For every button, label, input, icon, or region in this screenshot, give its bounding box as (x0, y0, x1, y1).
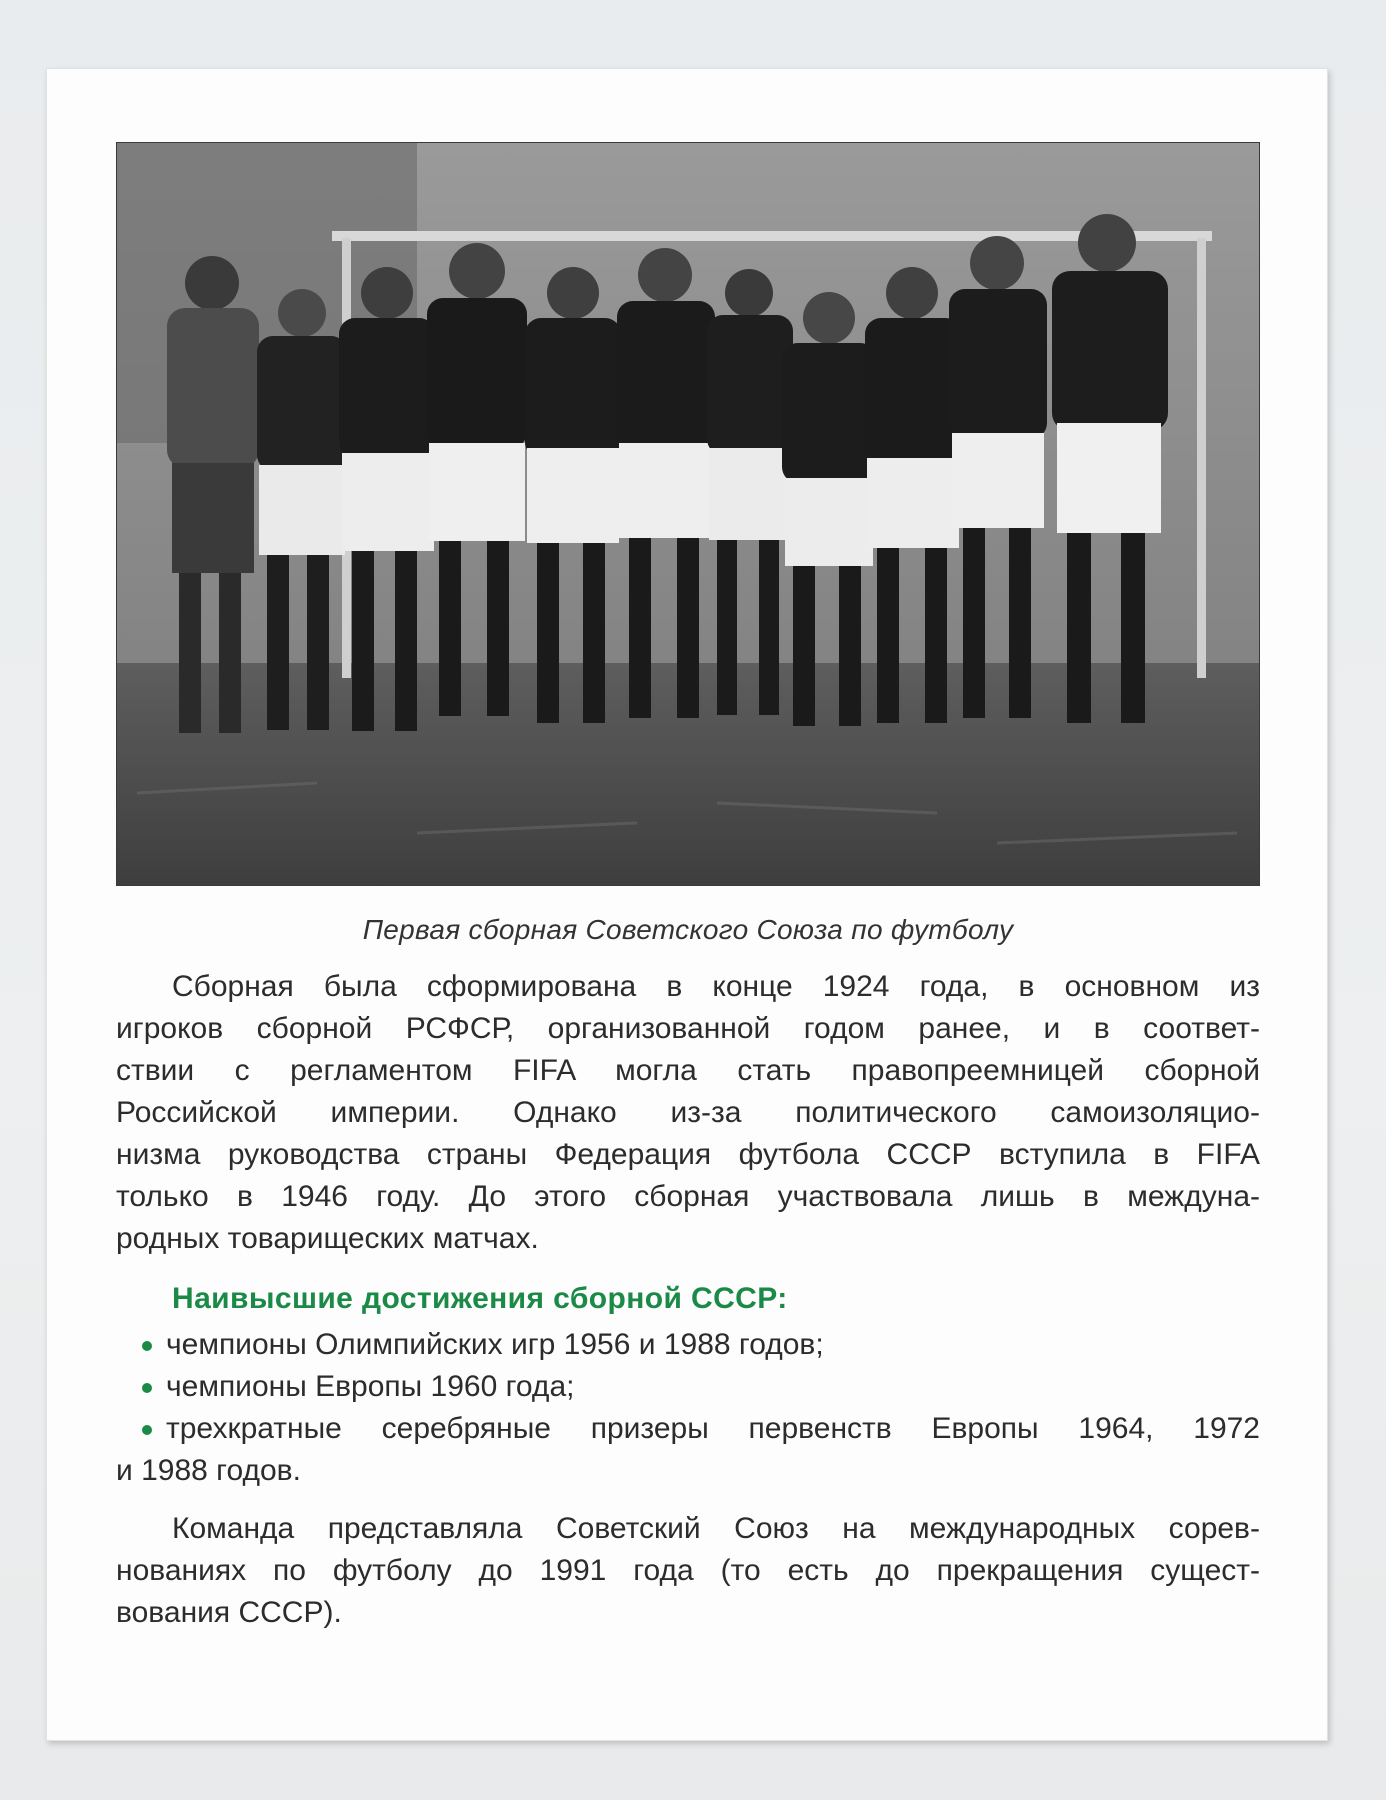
intro-paragraph (116, 966, 1260, 1260)
closing-paragraph (116, 1508, 1260, 1634)
achievement-item (116, 1408, 1260, 1492)
achievements-heading: Наивысшие достижения сборной СССР: (172, 1282, 788, 1315)
photo-caption: Первая сборная Советского Союза по футболу (362, 914, 1014, 945)
achievements-list (116, 1324, 1260, 1492)
intro-line: только в 1946 году. До этого сборная участвовала лишь в междуна- (116, 1180, 1260, 1213)
intro-line: игроков сборной РСФСР, организованной годом ранее, и в соответ- (116, 1012, 1260, 1045)
team-photo (116, 142, 1260, 886)
intro-line: родных товарищеских матчах. (116, 1222, 539, 1255)
bullet-dot-icon (142, 1425, 152, 1435)
achievement-item (116, 1324, 1260, 1366)
closing-line: вования СССР). (116, 1596, 342, 1629)
closing-line: нованиях по футболу до 1991 года (то есть до прекращения сущест- (116, 1554, 1260, 1587)
bullet-dot-icon (142, 1383, 152, 1393)
intro-line: низма руководства страны Федерация футбола СССР вступила в FIFA (116, 1138, 1260, 1171)
achievement-continuation: и 1988 годов. (116, 1454, 301, 1487)
achievement-item (116, 1366, 1260, 1408)
intro-line: Сборная была сформирована в конце 1924 года, в основном из (172, 970, 1260, 1003)
achievement-text: трехкратные серебряные призеры первенств Европы 1964, 1972 (166, 1412, 1260, 1445)
bullet-dot-icon (142, 1341, 152, 1351)
achievement-text: чемпионы Олимпийских игр 1956 и 1988 годов; (166, 1328, 824, 1361)
closing-line: Команда представляла Советский Союз на международных сорев- (172, 1512, 1260, 1545)
exhibit-panel (46, 68, 1328, 1741)
intro-line: Российской империи. Однако из-за политического самоизоляцио- (116, 1096, 1260, 1129)
achievement-text: чемпионы Европы 1960 года; (166, 1370, 575, 1403)
intro-line: ствии с регламентом FIFA могла стать правопреемницей сборной (116, 1054, 1260, 1087)
team-photo-image (117, 143, 1259, 885)
